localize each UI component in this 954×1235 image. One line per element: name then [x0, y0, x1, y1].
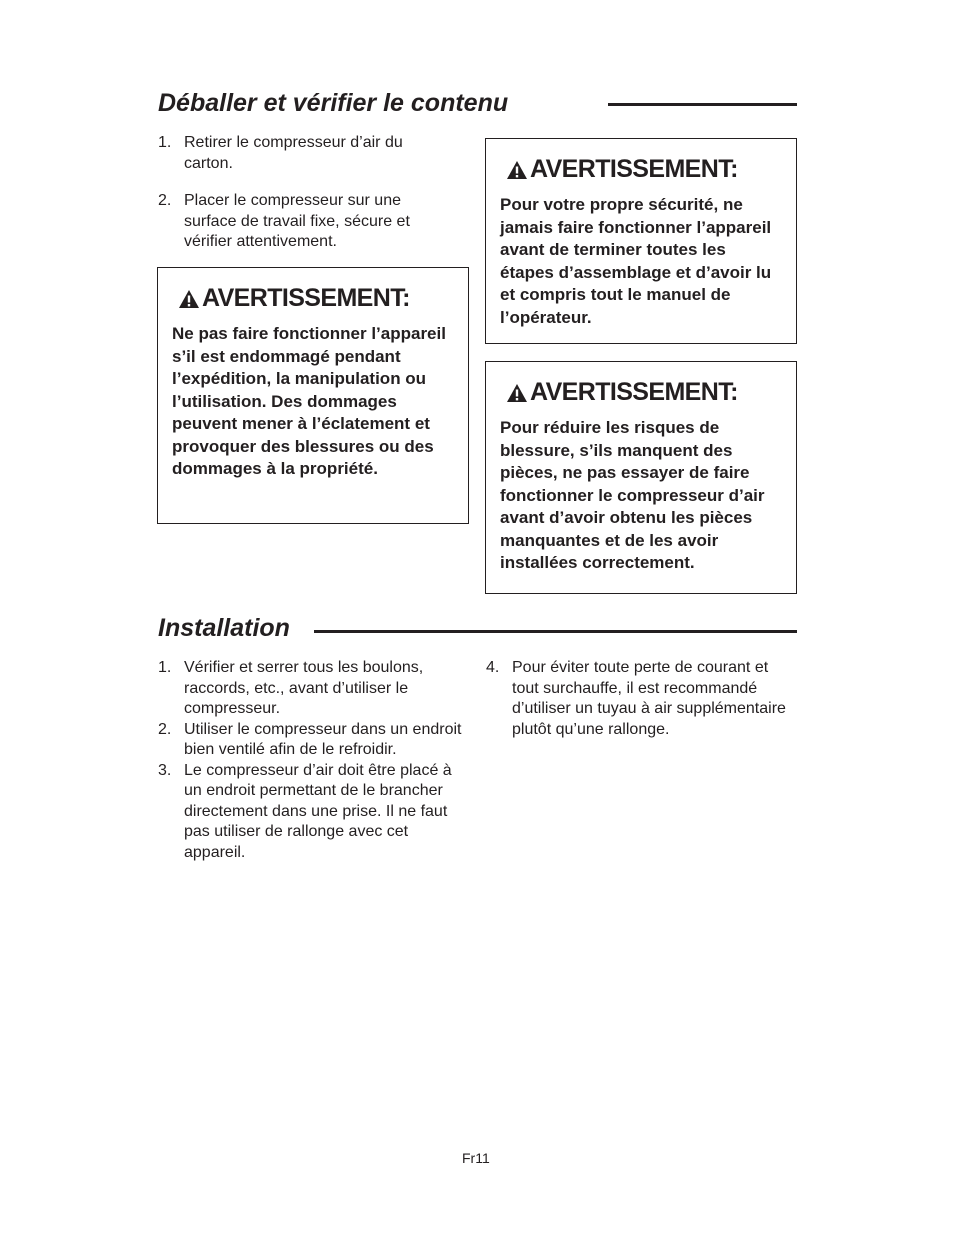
- section-title-unpack: Déballer et vérifier le contenu: [158, 89, 509, 117]
- list-item: [158, 133, 433, 174]
- warning-header: [178, 284, 454, 313]
- warning-text: Pour votre propre sécurité, ne jamais faire fonctionner l’appareil avant de terminer toutes les étapes d’assemblage et d’avoir lu et compris tout le manuel de l’opérateur.: [500, 195, 772, 327]
- warning-box-missing-parts: [485, 361, 797, 594]
- page-number: Fr11: [462, 1150, 490, 1166]
- section-rule-installation: [314, 630, 797, 633]
- warning-box-damage: [157, 267, 469, 524]
- installation-steps-left: [158, 658, 470, 863]
- unpack-steps-list: [158, 133, 433, 253]
- list-item: [486, 658, 786, 740]
- list-item: [158, 720, 470, 761]
- step-text: Le compresseur d’air doit être placé à un endroit permettant de le brancher directement dans une prise. Il ne faut pas utiliser de rallonge avec cet appareil.: [184, 761, 452, 861]
- step-text: Utiliser le compresseur dans un endroit bien ventilé afin de le refroidir.: [184, 720, 462, 758]
- section-title-installation: Installation: [158, 614, 290, 642]
- step-number: 2.: [158, 720, 172, 738]
- warning-title: AVERTISSEMENT:: [202, 284, 410, 312]
- warning-triangle-icon: [506, 383, 528, 403]
- list-item: [158, 191, 433, 253]
- list-item: [158, 761, 470, 864]
- warning-title: AVERTISSEMENT:: [530, 155, 738, 183]
- step-number: 1.: [158, 134, 172, 151]
- list-item: [158, 658, 470, 720]
- step-number: 1.: [158, 659, 172, 676]
- step-text: Placer le compresseur sur une surface de travail fixe, sécure et vérifier attentivement.: [184, 192, 410, 250]
- section-rule-unpack: [608, 103, 797, 106]
- warning-triangle-icon: [178, 289, 200, 309]
- warning-title: AVERTISSEMENT:: [530, 378, 738, 406]
- step-text: Pour éviter toute perte de courant et tout surchauffe, il est recommandé d’utiliser un tuyau à air supplémentaire plutôt qu’une rallonge.: [512, 659, 786, 738]
- step-text: Retirer le compresseur d’air du carton.: [184, 134, 403, 172]
- warning-box-assembly: [485, 138, 797, 344]
- installation-steps-right: [486, 658, 786, 740]
- step-number: 2.: [158, 192, 172, 209]
- step-text: Vérifier et serrer tous les boulons, raccords, etc., avant d’utiliser le compresseur.: [184, 659, 424, 717]
- step-number: 3.: [158, 761, 172, 779]
- step-number: 4.: [486, 659, 500, 676]
- warning-header: [506, 155, 782, 184]
- warning-triangle-icon: [506, 160, 528, 180]
- warning-text: Pour réduire les risques de blessure, s’ils manquent des pièces, ne pas essayer de faire fonctionner le compresseur d’air avant d’avoir obtenu les pièces manquantes et de les avoir installées correctement.: [500, 418, 765, 572]
- warning-text: Ne pas faire fonctionner l’appareil s’il est endommagé pendant l’expédition, la manipulation ou l’utilisation. Des dommages peuvent mener à l’éclatement et provoquer des blessures ou des dommages à la propriété.: [172, 324, 446, 478]
- warning-header: [506, 378, 782, 407]
